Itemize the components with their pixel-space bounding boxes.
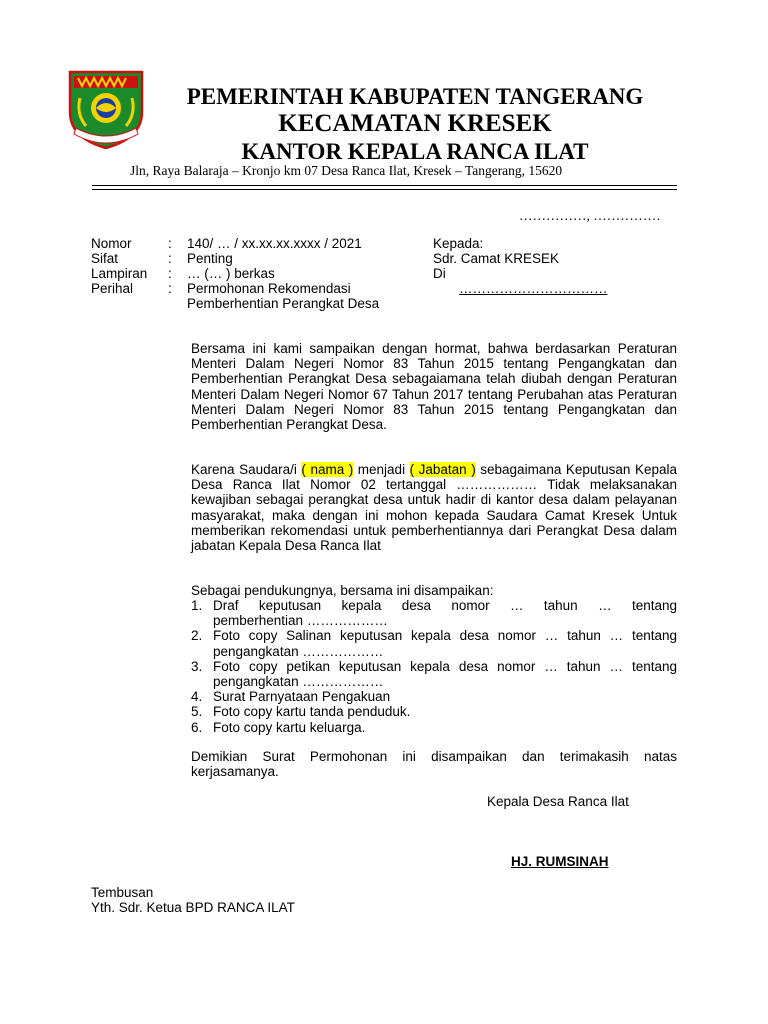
perihal-value-line2: Pemberhentian Perangkat Desa <box>187 296 380 311</box>
nomor-value: 140/ … / xx.xx.xx.xxxx / 2021 <box>187 236 362 251</box>
list-item-text: Draf keputusan kepala desa nomor … tahun … tentang <box>213 598 677 613</box>
recipient-di: Di <box>433 266 446 281</box>
letterhead-kecamatan: KECAMATAN KRESEK <box>278 110 552 137</box>
recipient-name: Sdr. Camat KRESEK <box>433 251 560 266</box>
attachment-list <box>191 598 677 735</box>
placeholder-nama: ( nama ) <box>301 462 354 477</box>
closing-paragraph: Demikian Surat Permohonan ini disampaikan dan terimakasih natas kerjasamanya. <box>191 749 677 780</box>
list-item <box>191 720 677 735</box>
date-place: ……………, …………… <box>519 208 661 223</box>
sifat-colon: : <box>168 251 172 266</box>
body-paragraph-2 <box>191 462 677 553</box>
list-item-text: Foto copy petikan keputusan kepala desa nomor … tahun … tentang <box>213 658 677 674</box>
nomor-label: Nomor <box>91 236 132 251</box>
kabupaten-tangerang-logo <box>66 68 146 150</box>
recipient-place: …………………………… <box>459 281 608 296</box>
lampiran-label: Lampiran <box>91 266 148 281</box>
sifat-label: Sifat <box>91 251 119 266</box>
letterhead-office: KANTOR KEPALA RANCA ILAT <box>241 139 589 164</box>
sifat-value: Penting <box>187 251 233 266</box>
list-item-number: 3. <box>191 658 203 674</box>
tembusan-label: Tembusan <box>91 885 154 900</box>
para2-text-a: Karena Saudara/i <box>191 462 302 477</box>
list-item <box>191 689 677 704</box>
list-item <box>191 704 677 719</box>
list-item-number: 6. <box>191 719 203 735</box>
letterhead-divider-top <box>92 185 677 186</box>
para2-text-c: sebagaimana Keputusan Kepala Desa Ranca Ilat Nomor 02 tertanggal ……………… Tidak melaksanakan kewajiban sebagai perangkat desa untuk hadir di kantor desa dalam pelayanan masyarakat, maka dengan ini mohon kepada Saudara Camat Kresek Untuk memberikan rekomendasi untuk pemberhentiannya dari Perangkat Desa dalam jabatan Kepala Desa Ranca Ilat <box>191 462 678 554</box>
list-item <box>191 628 677 658</box>
lampiran-value: … (… ) berkas <box>187 266 275 281</box>
letterhead-government: PEMERINTAH KABUPATEN TANGERANG <box>186 84 644 109</box>
recipient-kepada: Kepada: <box>433 236 484 251</box>
letterhead-divider-bottom <box>92 189 677 190</box>
list-item-text-cont: pengangkatan ……………… <box>213 674 384 690</box>
letterhead-address: Jln, Raya Balaraja – Kronjo km 07 Desa Ranca Ilat, Kresek – Tangerang, 15620 <box>130 163 563 178</box>
nomor-colon: : <box>168 236 172 251</box>
placeholder-jabatan: ( Jabatan ) <box>409 462 476 477</box>
list-item-text: Foto copy kartu keluarga. <box>213 719 366 735</box>
list-item-text-cont: pengangkatan ……………… <box>213 643 384 659</box>
list-item-number: 5. <box>191 704 203 720</box>
list-item-text: Foto copy Salinan keputusan kepala desa nomor … tahun … tentang <box>213 628 677 644</box>
list-item-number: 1. <box>191 598 203 613</box>
list-item-text: Foto copy kartu tanda penduduk. <box>213 704 411 720</box>
body-paragraph-1: Bersama ini kami sampaikan dengan hormat, bahwa berdasarkan Peraturan Menteri Dalam Negeri Nomor 83 Tahun 2015 tentang Pengangkatan dan Pemberhentian Perangkat Desa sebagaiamana telah diubah dengan Peraturan Menteri Dalam Negeri Nomor 67 Tahun 2017 tentang Perubahan atas Peraturan Menteri Dalam Negeri Nomor 83 Tahun 2015 tentang Pengangkatan dan Pemberhentian Perangkat Desa. <box>191 341 677 433</box>
support-intro: Sebagai pendukungnya, bersama ini disampaikan: <box>191 583 494 598</box>
list-item-text-cont: pemberhentian ……………… <box>213 613 388 629</box>
list-item <box>191 659 677 689</box>
list-item <box>191 598 677 628</box>
para2-text-b: menjadi <box>353 462 410 477</box>
list-item-text: Surat Parnyataan Pengakuan <box>213 689 391 705</box>
tembusan-recipient: Yth. Sdr. Ketua BPD RANCA ILAT <box>91 900 295 915</box>
perihal-label: Perihal <box>91 281 134 296</box>
perihal-value-line1: Permohonan Rekomendasi <box>187 281 351 296</box>
signature-title: Kepala Desa Ranca Ilat <box>487 794 629 809</box>
signature-name: HJ. RUMSINAH <box>511 854 609 869</box>
list-item-number: 2. <box>191 628 203 644</box>
list-item-number: 4. <box>191 689 203 705</box>
perihal-colon: : <box>168 281 172 296</box>
lampiran-colon: : <box>168 266 172 281</box>
